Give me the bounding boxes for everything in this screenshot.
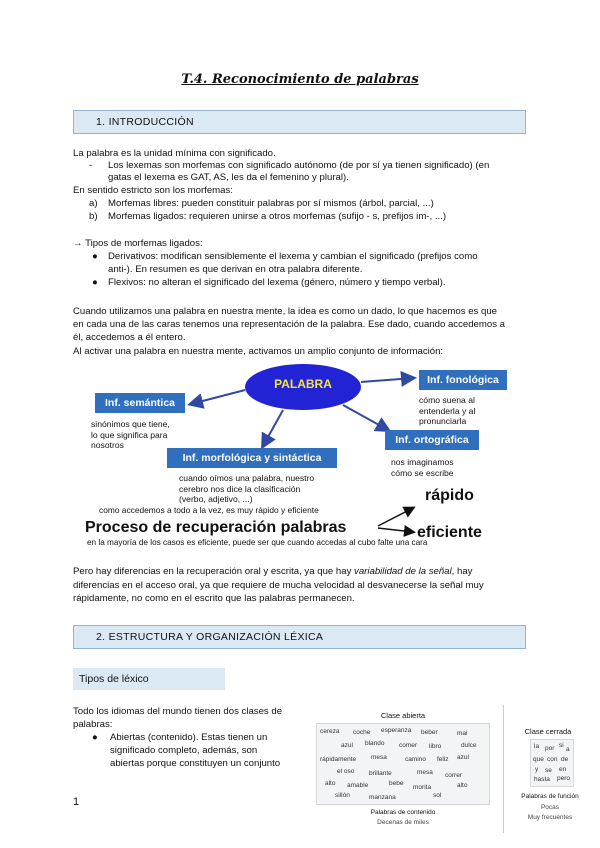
morfemas-intro: En sentido estricto son los morfemas: [73, 185, 233, 196]
derivativos-line-2: anti-). En resumen es que derivan en otra palabra diferente. [108, 264, 363, 275]
open-class-panel [308, 705, 498, 833]
open-word: el oso [337, 768, 355, 775]
closed-word: con [547, 756, 558, 763]
closed-word: que [533, 756, 544, 763]
section-heading-estructura: 2. ESTRUCTURA Y ORGANIZACIÓN LÉXICA [73, 625, 526, 649]
subsection-tipos-lexico: Tipos de léxico [73, 668, 225, 690]
eficiente-note: en la mayoría de los casos es eficiente, puede ser que cuando accedas al cubo falte una cara [87, 538, 428, 547]
inf-morfologica-box: Inf. morfológica y sintáctica [167, 448, 337, 468]
closed-class-caption-3: Muy frecuentes [527, 814, 573, 821]
morfemas-libres: Morfemas libres: pueden constituir palabras por sí mismos (árbol, parcial, ...) [108, 198, 434, 209]
open-word: morita [413, 784, 432, 791]
inf-ortografica-box: Inf. ortográfica [385, 430, 479, 450]
list-marker-b: b) [89, 211, 98, 222]
closed-word: en [559, 766, 567, 773]
open-class-caption-1: Palabras de contenido [370, 809, 436, 816]
dado-line-2: en cada una de las caras tenemos una representación de la palabra. Ese dado, cuando accedemos a [73, 319, 506, 330]
derivativos-line-1: Derivativos: modifican sensiblemente el lexema y cambian el significado (prefijos como [108, 251, 478, 262]
fonologica-note: cómo suena al entenderla y al pronunciarla [419, 395, 476, 426]
closed-class-panel [508, 705, 598, 833]
inf-fonologica-box: Inf. fonológica [419, 370, 507, 390]
palabra-label: PALABRA [274, 377, 332, 391]
page-number: 1 [73, 796, 80, 808]
open-word: azul [457, 754, 469, 761]
closed-word: se [545, 767, 552, 774]
abiertas-line-3: abiertas porque constituyen un conjunto [110, 758, 281, 769]
closed-word: y [535, 766, 539, 773]
open-word: beber [421, 729, 438, 736]
dash-bullet: - [89, 160, 93, 171]
lexema-line-1: Los lexemas son morfemas con significado autónomo (de por sí ya tienen significado) (en [108, 160, 490, 171]
open-word: bebe [389, 780, 404, 787]
lexico-line-1: Todo los idiomas del mundo tienen dos clases de [73, 706, 283, 717]
rapido-label: rápido [425, 487, 474, 504]
oral-escrita-line-1: Pero hay diferencias en la recuperación oral y escrita, ya que hay variabilidad de la señal, hay [73, 566, 473, 577]
closed-word: la [534, 743, 540, 750]
open-class-title: Clase abierta [380, 711, 426, 720]
open-word: feliz [437, 756, 449, 763]
closed-class-caption-1: Palabras de función [521, 793, 579, 800]
section-heading-introduccion: 1. INTRODUCCIÓN [73, 110, 526, 134]
oral-escrita-line-3: rápidamente, no como en el escrito que las palabras permanecen. [73, 593, 355, 604]
open-word: dulce [461, 742, 477, 749]
open-class-caption-2: Decenas de miles [377, 819, 429, 826]
ortografica-note: nos imaginamos cómo se escribe [391, 457, 454, 478]
open-word: mal [457, 730, 468, 737]
dado-line-3: él, accedemos a él entero. [73, 332, 186, 343]
list-marker-a: a) [89, 198, 98, 209]
word-retrieval-diagram [73, 360, 528, 549]
open-word: coche [353, 729, 371, 736]
closed-word: hasta [534, 776, 550, 783]
open-word: comer [399, 742, 418, 749]
open-word: mesa [417, 769, 433, 776]
open-word: sillón [335, 792, 350, 799]
dado-line-1: Cuando utilizamos una palabra en nuestra mente, la idea es como un dado, lo que hacemos es que [73, 306, 497, 317]
eficiente-label: eficiente [417, 524, 482, 541]
lexema-line-2: gatas el lexema es GAT, AS, les da el femenino y plural). [108, 172, 349, 183]
todo-a-la-vez-note: como accedemos a todo a la vez, es muy rápido y eficiente [99, 505, 319, 515]
activar-paragraph: Al activar una palabra en nuestra mente, activamos un amplio conjunto de información: [73, 346, 444, 357]
word-class-figure [308, 705, 598, 833]
closed-word: si [559, 742, 564, 749]
morfologica-note: cuando oímos una palabra, nuestro cerebro nos dice la clasificación (verbo, adjetivo, ...) [179, 473, 315, 504]
semantica-note: sinónimos que tiene, lo que significa para nosotros [91, 419, 170, 450]
open-word: esperanza [381, 727, 412, 734]
bullet-dot: ● [92, 732, 98, 743]
oral-escrita-line-2: diferencias en el acceso oral, ya que requiere de mucha velocidad al desvanecerse la señal muy [73, 580, 484, 591]
intro-paragraph: La palabra es la unidad mínima con significado. [73, 148, 276, 159]
open-word: amable [347, 782, 369, 789]
open-word: blando [365, 740, 385, 747]
open-word: mesa [371, 754, 387, 761]
open-word: azul [341, 742, 353, 749]
closed-word: de [561, 756, 569, 763]
open-word: rápidamente [320, 756, 357, 763]
open-word: manzana [369, 794, 396, 801]
closed-word: pero [557, 775, 571, 782]
bullet-dot: ● [92, 251, 98, 262]
proceso-heading: Proceso de recuperación palabras [85, 519, 347, 536]
open-word: camino [405, 756, 426, 763]
closed-class-words-box [530, 739, 574, 787]
abiertas-line-1: Abiertas (contenido). Estas tienen un [110, 732, 268, 743]
flexivos-line: Flexivos: no alteran el significado del lexema (género, número y tiempo verbal). [108, 277, 446, 288]
open-word: alto [325, 780, 336, 787]
lexico-line-2: palabras: [73, 719, 113, 730]
open-word: sol [433, 792, 442, 799]
inf-semantica-box: Inf. semántica [95, 393, 185, 413]
figure-divider [503, 705, 504, 833]
page-title: T.4. Reconocimiento de palabras [181, 72, 419, 87]
open-word: cereza [320, 728, 340, 735]
bullet-dot: ● [92, 277, 98, 288]
open-word: correr [445, 772, 462, 779]
open-word: libro [429, 743, 442, 750]
open-word: brillante [369, 770, 392, 777]
open-class-words-box [316, 723, 490, 805]
closed-class-title: Clase cerrada [524, 727, 572, 736]
closed-word: a [566, 746, 570, 753]
closed-class-caption-2: Pocas [540, 804, 560, 811]
tipos-morfemas-heading: → Tipos de morfemas ligados: [73, 238, 203, 249]
closed-word: por [545, 745, 555, 752]
morfemas-ligados: Morfemas ligados: requieren unirse a otros morfemas (sufijo - s, prefijos im-, ...) [108, 211, 447, 222]
open-word: alto [457, 782, 468, 789]
abiertas-line-2: significado completo, además, son [110, 745, 258, 756]
